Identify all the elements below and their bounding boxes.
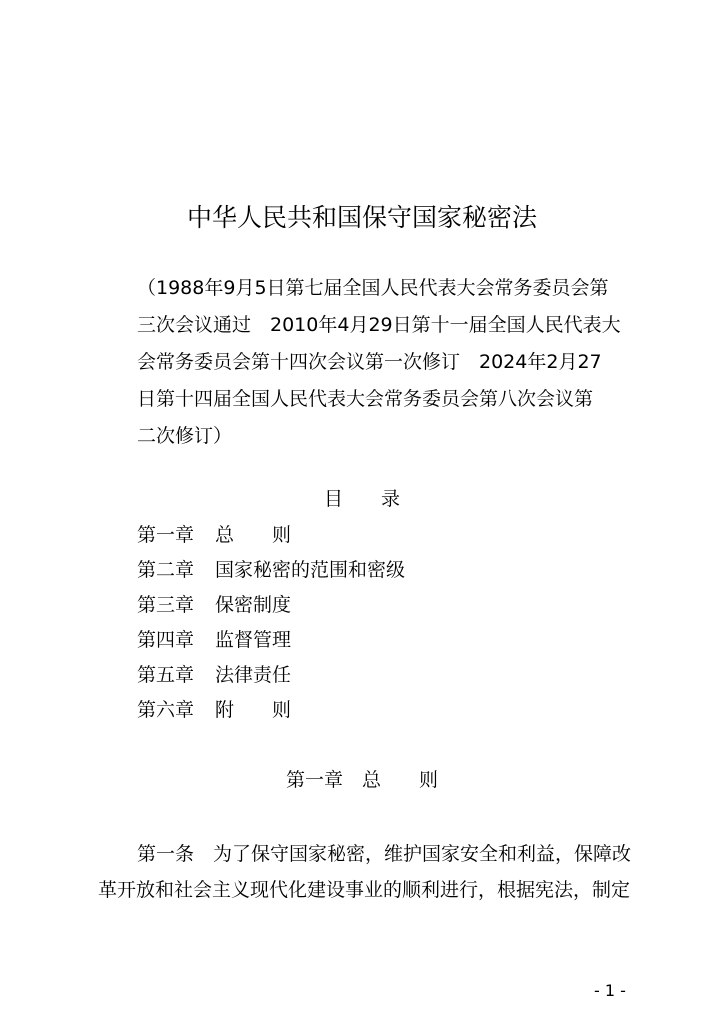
toc-item — [137, 553, 537, 588]
preamble-line: 二次修订） — [137, 425, 233, 447]
toc-chapter-number: 第三章 — [137, 594, 195, 616]
preamble-line: 日第十四届全国人民代表大会常务委员会第八次会议第 — [137, 388, 594, 410]
toc-chapter-number: 第一章 — [137, 524, 195, 546]
toc-chapter-number: 第五章 — [137, 664, 195, 686]
article-first-line — [98, 836, 658, 872]
article-paragraph — [98, 836, 658, 908]
toc-chapter-name: 保密制度 — [215, 594, 292, 616]
preamble-line: （1988年9月5日第七届全国人民代表大会常务委员会第 — [137, 277, 609, 299]
toc-chapter-name: 监督管理 — [215, 629, 292, 651]
preamble-line: 会常务委员会第十四次会议第一次修订 2024年2月27 — [137, 351, 602, 373]
toc-chapter-number: 第四章 — [137, 629, 195, 651]
chapter-heading: 第一章 总 则 — [285, 769, 438, 791]
document-title: 中华人民共和国保守国家秘密法 — [186, 203, 537, 232]
toc-title: 目 录 — [323, 488, 400, 510]
toc-item — [137, 693, 537, 728]
article-label: 第一条 — [137, 843, 214, 865]
toc-item — [137, 518, 537, 553]
toc-chapter-name: 国家秘密的范围和密级 — [215, 559, 406, 581]
toc-item — [137, 588, 537, 623]
toc-item — [137, 658, 537, 693]
page-number: - 1 - — [594, 981, 626, 1000]
article-text: 为了保守国家秘密，维护国家安全和利益，保障改 — [213, 843, 632, 865]
preamble-line: 三次会议通过 2010年4月29日第十一届全国人民代表大 — [137, 314, 621, 336]
toc-chapter-name: 总 则 — [215, 524, 292, 546]
table-of-contents — [137, 518, 537, 728]
toc-chapter-number: 第二章 — [137, 559, 195, 581]
toc-chapter-name: 法律责任 — [215, 664, 292, 686]
toc-chapter-name: 附 则 — [215, 699, 292, 721]
preamble — [137, 270, 621, 455]
toc-chapter-number: 第六章 — [137, 699, 195, 721]
toc-item — [137, 623, 537, 658]
article-second-line: 革开放和社会主义现代化建设事业的顺利进行，根据宪法，制定 — [98, 879, 631, 901]
